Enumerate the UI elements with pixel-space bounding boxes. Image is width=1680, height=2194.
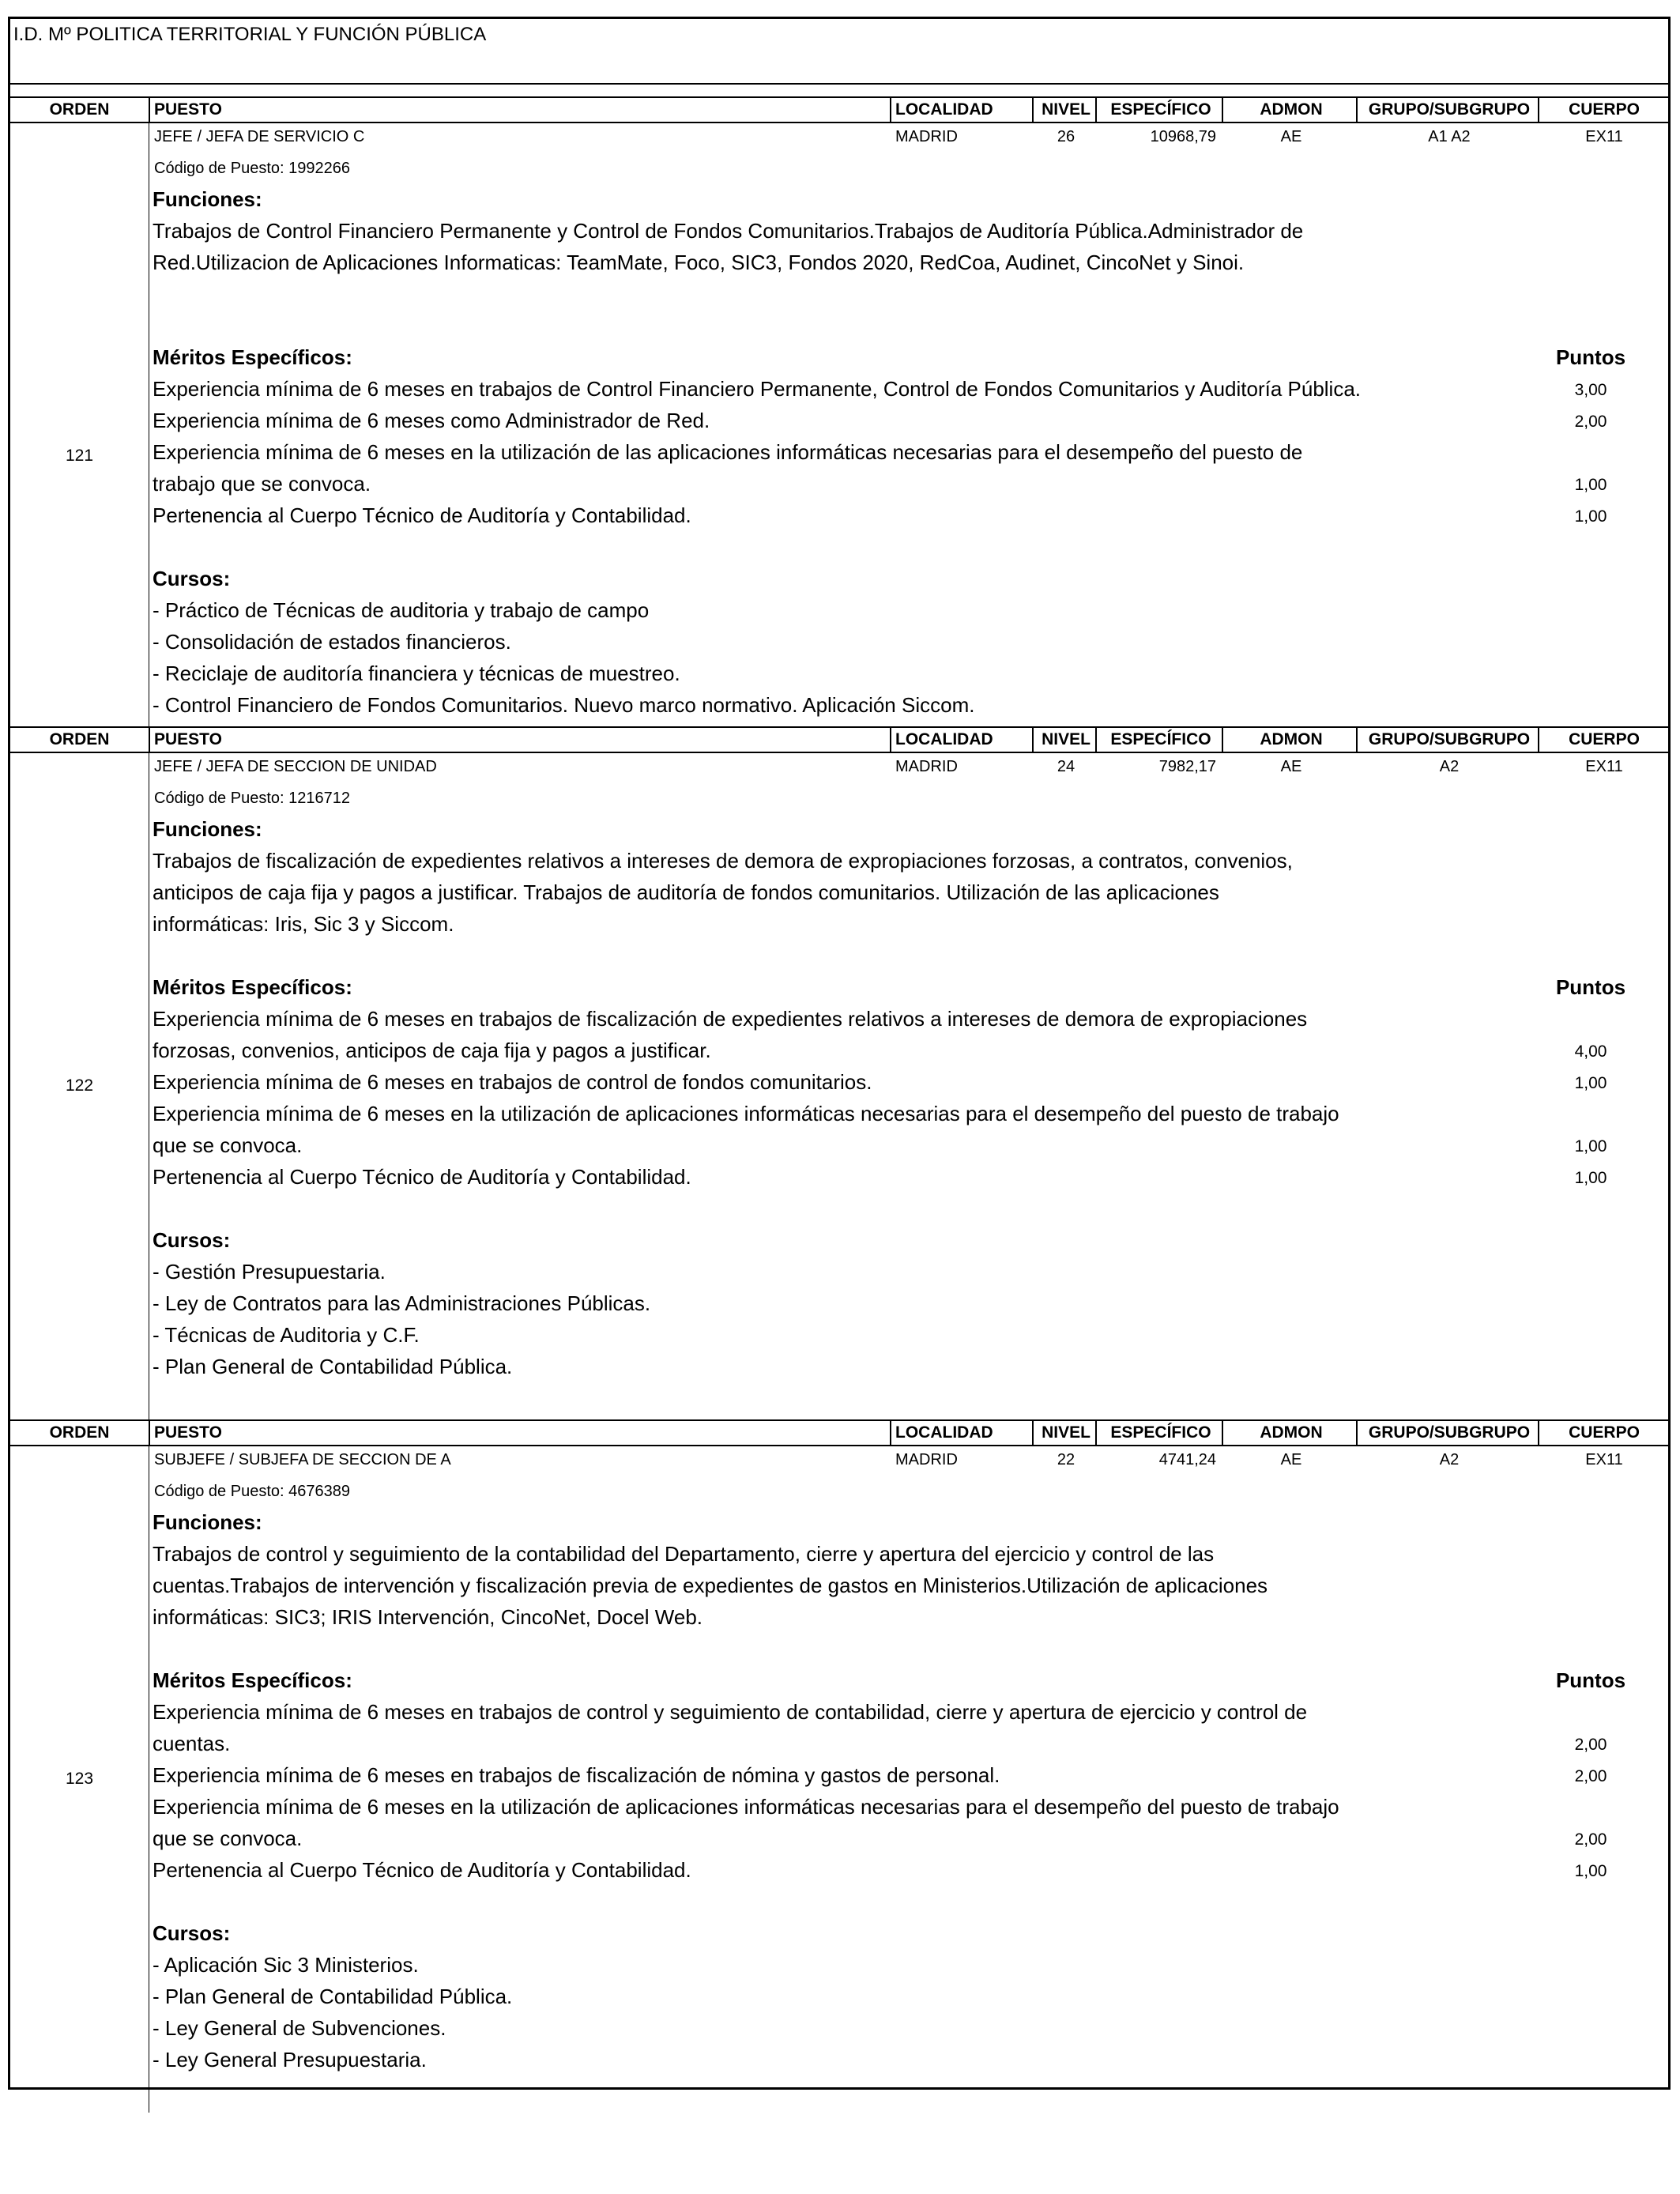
header-column-divider (149, 1419, 150, 1445)
document-table (8, 17, 1671, 2090)
merito-line: que se convoca. (153, 1133, 303, 1157)
curso-line: - Consolidación de estados financieros. (153, 630, 511, 654)
orden-number: 123 (65, 1770, 94, 1788)
column-header-nivel: NIVEL (1042, 100, 1090, 119)
orden-number: 122 (65, 1076, 94, 1095)
merito-line: Experiencia mínima de 6 meses en trabajos de control y seguimiento de contabilidad, cierre y apertura de ejercicio y control de (153, 1700, 1308, 1724)
curso-line: - Aplicación Sic 3 Ministerios. (153, 1953, 419, 1977)
position-section (10, 1419, 1668, 2113)
column-header-especifico: ESPECÍFICO (1110, 1423, 1211, 1442)
position-section (10, 96, 1668, 790)
funciones-line: cuentas.Trabajos de intervención y fiscalización previa de expedientes de gastos en Ministerios.Utilización de aplicaciones (153, 1574, 1268, 1597)
funciones-line: Trabajos de control y seguimiento de la contabilidad del Departamento, cierre y apertura del ejercicio y control de las (153, 1542, 1215, 1566)
especifico-value: 10968,79 (1150, 128, 1216, 145)
cuerpo-value: EX11 (1585, 1451, 1623, 1468)
curso-line: - Ley General Presupuestaria. (153, 2048, 427, 2071)
funciones-label: Funciones: (153, 817, 262, 841)
grupo-value: A2 (1439, 1451, 1460, 1468)
grupo-value: A2 (1439, 758, 1460, 775)
localidad-value: MADRID (895, 128, 958, 145)
puntos-header: Puntos (1555, 975, 1626, 999)
column-header-localidad: LOCALIDAD (895, 1423, 993, 1442)
merito-points: 1,00 (1574, 507, 1607, 526)
merito-points: 1,00 (1574, 1074, 1607, 1092)
funciones-label: Funciones: (153, 187, 262, 211)
header-column-divider (149, 726, 150, 752)
funciones-label: Funciones: (153, 1510, 262, 1534)
admon-value: AE (1280, 128, 1302, 145)
cursos-label: Cursos: (153, 1228, 231, 1252)
column-header-cuerpo: CUERPO (1569, 1423, 1640, 1442)
curso-line: - Técnicas de Auditoria y C.F. (153, 1323, 420, 1347)
meritos-label: Méritos Específicos: (153, 1668, 352, 1692)
merito-line: que se convoca. (153, 1826, 303, 1850)
curso-line: - Ley General de Subvenciones. (153, 2016, 446, 2040)
merito-points: 2,00 (1574, 413, 1607, 431)
merito-points: 1,00 (1574, 1137, 1607, 1155)
merito-line: Experiencia mínima de 6 meses en la utilización de aplicaciones informáticas necesarias para el desempeño del puesto de trabajo (153, 1795, 1339, 1819)
column-header-nivel: NIVEL (1042, 1423, 1090, 1442)
organism-title: I.D. Mº POLITICA TERRITORIAL Y FUNCIÓN PÚBLICA (13, 24, 487, 45)
column-header-cuerpo: CUERPO (1569, 100, 1640, 119)
merito-points: 1,00 (1574, 1169, 1607, 1187)
especifico-value: 4741,24 (1158, 1451, 1216, 1468)
merito-points: 2,00 (1574, 1736, 1607, 1754)
merito-line: Experiencia mínima de 6 meses en la utilización de aplicaciones informáticas necesarias para el desempeño del puesto de trabajo (153, 1102, 1339, 1125)
column-header-localidad: LOCALIDAD (895, 100, 993, 119)
column-header-orden: ORDEN (49, 1423, 110, 1442)
cuerpo-value: EX11 (1585, 758, 1623, 775)
column-header-puesto: PUESTO (154, 730, 222, 748)
column-header-puesto: PUESTO (154, 1423, 222, 1442)
column-header-grupo: GRUPO/SUBGRUPO (1368, 100, 1531, 119)
codigo-puesto: Código de Puesto: 1216712 (154, 790, 350, 807)
merito-line: Pertenencia al Cuerpo Técnico de Auditoría y Contabilidad. (153, 1165, 691, 1189)
merito-points: 2,00 (1574, 1767, 1607, 1785)
column-header-puesto: PUESTO (154, 100, 222, 119)
curso-line: - Ley de Contratos para las Administraciones Públicas. (153, 1291, 651, 1315)
column-header-especifico: ESPECÍFICO (1110, 730, 1211, 748)
codigo-puesto: Código de Puesto: 1992266 (154, 160, 350, 177)
curso-line: - Control Financiero de Fondos Comunitarios. Nuevo marco normativo. Aplicación Siccom. (153, 693, 975, 717)
merito-line: trabajo que se convoca. (153, 472, 371, 496)
column-header-admon: ADMON (1260, 730, 1323, 748)
puntos-header: Puntos (1555, 1668, 1626, 1692)
funciones-line: informáticas: Iris, Sic 3 y Siccom. (153, 912, 454, 936)
curso-line: - Práctico de Técnicas de auditoria y trabajo de campo (153, 598, 650, 622)
column-header-localidad: LOCALIDAD (895, 730, 993, 748)
merito-line: Experiencia mínima de 6 meses en trabajos de fiscalización de expedientes relativos a intereses de demora de expropiaciones (153, 1007, 1308, 1031)
merito-line: Pertenencia al Cuerpo Técnico de Auditoría y Contabilidad. (153, 503, 691, 527)
merito-line: Experiencia mínima de 6 meses en trabajos de fiscalización de nómina y gastos de personal. (153, 1763, 1000, 1787)
merito-points: 1,00 (1574, 476, 1607, 494)
merito-line: Experiencia mínima de 6 meses en trabajos de control de fondos comunitarios. (153, 1070, 872, 1094)
puntos-header: Puntos (1555, 345, 1626, 369)
position-section (10, 726, 1668, 1419)
puesto-name: JEFE / JEFA DE SERVICIO C (154, 128, 365, 145)
merito-line: cuentas. (153, 1732, 231, 1755)
column-header-especifico: ESPECÍFICO (1110, 100, 1211, 119)
funciones-line: Trabajos de fiscalización de expedientes relativos a intereses de demora de expropiaciones forzosas, a contratos, convenios, (153, 849, 1293, 873)
merito-line: Experiencia mínima de 6 meses en trabajos de Control Financiero Permanente, Control de Fondos Comunitarios y Auditoría Pública. (153, 377, 1362, 401)
merito-line: Pertenencia al Cuerpo Técnico de Auditoría y Contabilidad. (153, 1858, 691, 1882)
column-header-orden: ORDEN (49, 730, 110, 748)
curso-line: - Gestión Presupuestaria. (153, 1260, 386, 1284)
funciones-line: informáticas: SIC3; IRIS Intervención, CincoNet, Docel Web. (153, 1605, 703, 1629)
localidad-value: MADRID (895, 1451, 958, 1468)
column-header-nivel: NIVEL (1042, 730, 1090, 748)
title-divider (10, 83, 1668, 85)
merito-line: forzosas, convenios, anticipos de caja fija y pagos a justificar. (153, 1039, 711, 1062)
funciones-line: Red.Utilizacion de Aplicaciones Informaticas: TeamMate, Foco, SIC3, Fondos 2020, RedCoa, Audinet, CincoNet y Sinoi. (153, 251, 1245, 274)
merito-points: 2,00 (1574, 1830, 1607, 1849)
nivel-value: 22 (1057, 1451, 1075, 1468)
codigo-puesto: Código de Puesto: 4676389 (154, 1483, 350, 1500)
admon-value: AE (1280, 1451, 1302, 1468)
column-header-admon: ADMON (1260, 1423, 1323, 1442)
column-header-grupo: GRUPO/SUBGRUPO (1368, 1423, 1531, 1442)
meritos-label: Méritos Específicos: (153, 345, 352, 369)
merito-points: 3,00 (1574, 381, 1607, 399)
column-header-cuerpo: CUERPO (1569, 730, 1640, 748)
merito-line: Experiencia mínima de 6 meses en la utilización de las aplicaciones informáticas necesarias para el desempeño del puesto de (153, 440, 1303, 464)
funciones-line: Trabajos de Control Financiero Permanente y Control de Fondos Comunitarios.Trabajos de Auditoría Pública.Administrador de (153, 219, 1304, 243)
nivel-value: 26 (1057, 128, 1075, 145)
cursos-label: Cursos: (153, 1921, 231, 1945)
merito-points: 1,00 (1574, 1862, 1607, 1880)
cursos-label: Cursos: (153, 567, 231, 590)
cuerpo-value: EX11 (1585, 128, 1623, 145)
nivel-value: 24 (1057, 758, 1075, 775)
meritos-label: Méritos Específicos: (153, 975, 352, 999)
curso-line: - Reciclaje de auditoría financiera y técnicas de muestreo. (153, 662, 680, 685)
localidad-value: MADRID (895, 758, 958, 775)
puesto-name: SUBJEFE / SUBJEFA DE SECCION DE A (154, 1451, 451, 1468)
curso-line: - Plan General de Contabilidad Pública. (153, 1985, 513, 2008)
column-header-admon: ADMON (1260, 100, 1323, 119)
merito-points: 4,00 (1574, 1042, 1607, 1061)
grupo-value: A1 A2 (1428, 128, 1471, 145)
puesto-name: JEFE / JEFA DE SECCION DE UNIDAD (154, 758, 437, 775)
column-header-orden: ORDEN (49, 100, 110, 119)
especifico-value: 7982,17 (1158, 758, 1216, 775)
orden-number: 121 (65, 447, 94, 465)
funciones-line: anticipos de caja fija y pagos a justificar. Trabajos de auditoría de fondos comunitarios. Utilización de las aplicaciones (153, 880, 1219, 904)
curso-line: - Plan General de Contabilidad Pública. (153, 1355, 513, 1378)
merito-line: Experiencia mínima de 6 meses como Administrador de Red. (153, 409, 710, 432)
admon-value: AE (1280, 758, 1302, 775)
column-header-grupo: GRUPO/SUBGRUPO (1368, 730, 1531, 748)
header-column-divider (149, 96, 150, 122)
